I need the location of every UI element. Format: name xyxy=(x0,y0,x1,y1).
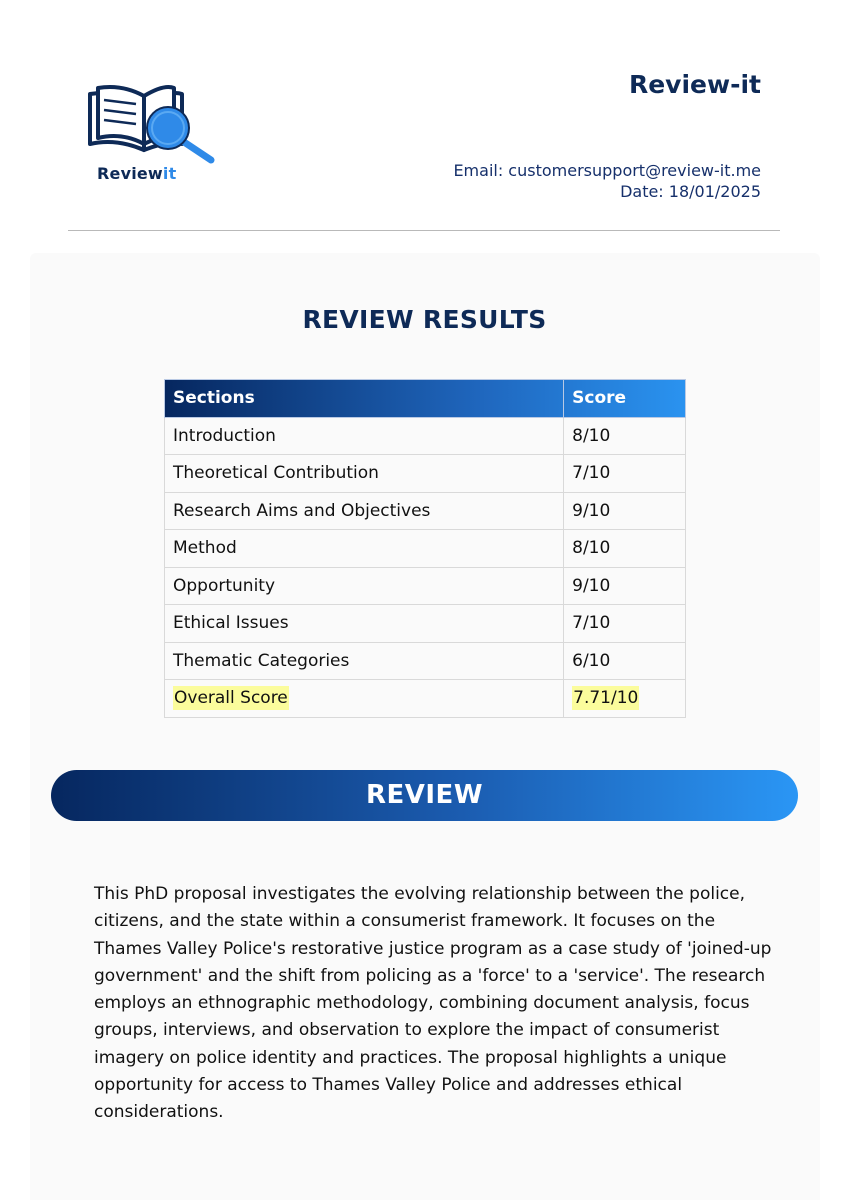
section-score: 9/10 xyxy=(564,567,686,605)
review-body-text: This PhD proposal investigates the evolving relationship between the police, citizens, and the state within a consumerist framework. It focuses on the Thames Valley Police's restorative justice program as a case study of 'joined-up government' and the shift from policing as a 'force' to a 'service'. The research employs an ethnographic methodology, combining document analysis, focus groups, interviews, and observation to explore the impact of consumerist imagery on police identity and practices. The proposal highlights a unique opportunity for access to Thames Valley Police and addresses ethical considerations. xyxy=(94,884,772,1123)
brand-title: Review-it xyxy=(628,70,761,99)
review-heading-banner: REVIEW xyxy=(51,770,798,821)
section-score: 9/10 xyxy=(564,492,686,530)
table-row xyxy=(165,642,686,680)
section-name: Ethical Issues xyxy=(165,605,564,643)
table-row xyxy=(165,530,686,568)
contact-block xyxy=(453,160,761,202)
table-row xyxy=(165,605,686,643)
reviewit-logo xyxy=(86,84,220,188)
overall-score-label: Overall Score xyxy=(174,688,288,709)
section-name: Introduction xyxy=(165,417,564,455)
overall-score-value-cell xyxy=(564,680,686,718)
section-score: 8/10 xyxy=(564,530,686,568)
header-divider xyxy=(68,230,780,231)
book-magnifier-icon xyxy=(86,84,220,164)
overall-score-row xyxy=(165,680,686,718)
contact-email: Email: customersupport@review-it.me xyxy=(453,161,761,180)
column-header-sections: Sections xyxy=(165,380,564,418)
table-row xyxy=(165,492,686,530)
section-name: Opportunity xyxy=(165,567,564,605)
table-row xyxy=(165,455,686,493)
section-name: Theoretical Contribution xyxy=(165,455,564,493)
section-score: 8/10 xyxy=(564,417,686,455)
section-name: Method xyxy=(165,530,564,568)
table-row xyxy=(165,567,686,605)
overall-score-value: 7.71/10 xyxy=(573,688,639,709)
report-date: Date: 18/01/2025 xyxy=(620,182,761,201)
section-score: 7/10 xyxy=(564,605,686,643)
column-header-score: Score xyxy=(564,380,686,418)
table-header-row xyxy=(165,380,686,418)
table-row xyxy=(165,417,686,455)
section-name: Research Aims and Objectives xyxy=(165,492,564,530)
logo-wordmark-dark: Review xyxy=(97,164,163,183)
logo-wordmark xyxy=(97,164,176,183)
results-title: REVIEW RESULTS xyxy=(302,305,547,334)
section-name: Thematic Categories xyxy=(165,642,564,680)
section-score: 6/10 xyxy=(564,642,686,680)
logo-wordmark-accent: it xyxy=(162,164,177,183)
section-score: 7/10 xyxy=(564,455,686,493)
scores-table xyxy=(164,379,686,718)
overall-score-label-cell xyxy=(165,680,564,718)
